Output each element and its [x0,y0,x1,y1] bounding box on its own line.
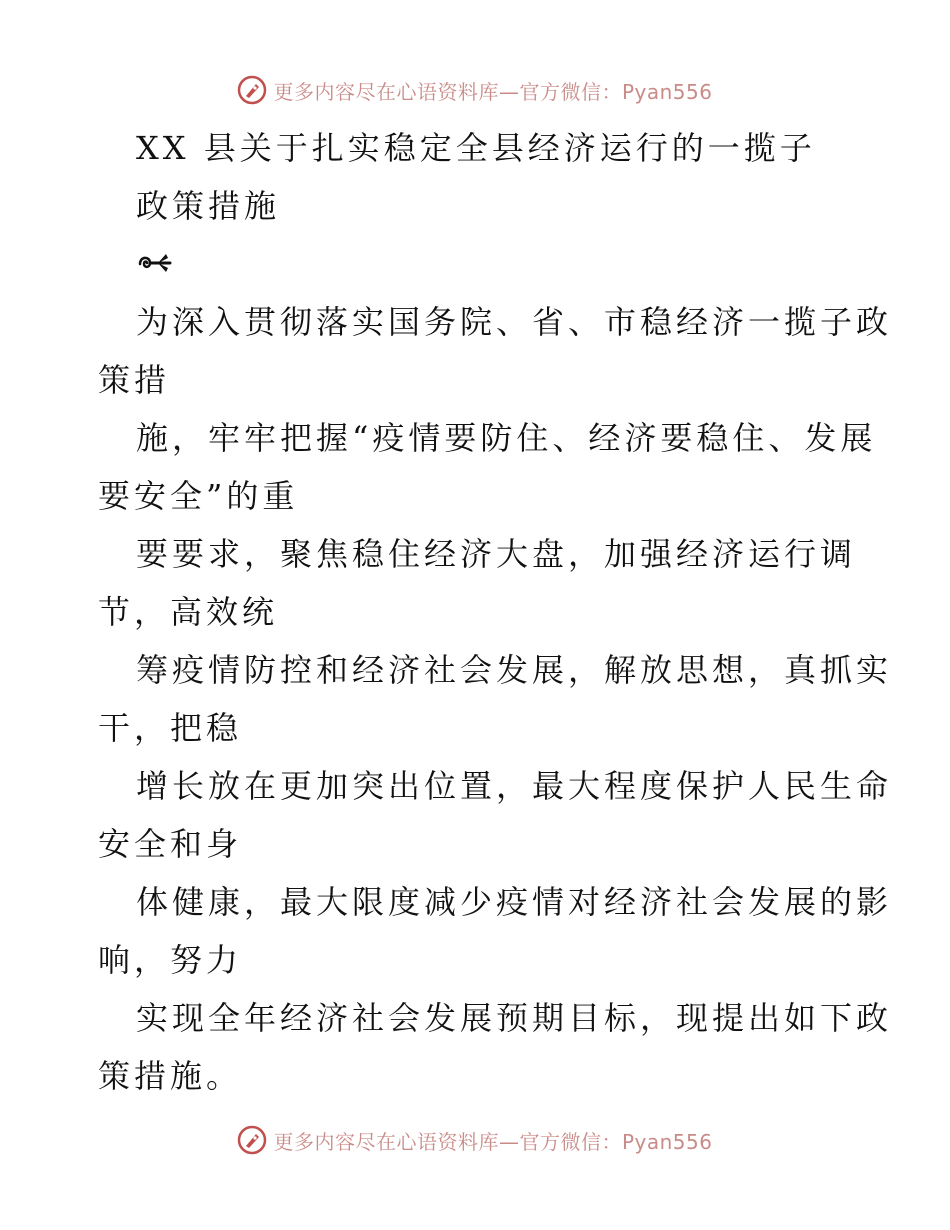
document-title-line-2: 政策措施 [136,187,281,225]
body-line: 施，牢牢把握“疫情要防住、经济要稳住、发展 [136,419,877,457]
pen-nib-circle-icon [237,1125,267,1155]
body-line: 实现全年经济社会发展预期目标，现提出如下政 [136,999,893,1037]
body-line: 策措 [98,361,171,399]
header-banner [0,70,950,110]
body-line: 为深入贯彻落实国务院、省、市稳经济一揽子政 [136,303,893,341]
fleuron-ornament-icon [136,250,174,276]
pen-nib-circle-icon [237,75,267,105]
body-line: 增长放在更加突出位置，最大程度保护人民生命 [136,767,893,805]
body-line: 干，把稳 [98,709,243,747]
body-line: 筹疫情防控和经济社会发展，解放思想，真抓实 [136,651,893,689]
body-line: 要安全”的重 [98,477,299,515]
document-title-line-1: XX 县关于扎实稳定全县经济运行的一揽子 [136,129,816,167]
body-line: 策措施。 [98,1057,243,1095]
footer-banner-text: 更多内容尽在心语资料库—官方微信：Pyan556 [273,1129,713,1154]
body-line: 安全和身 [98,825,243,863]
body-line: 响，努力 [98,941,243,979]
body-line: 节，高效统 [98,593,279,631]
footer-banner [0,1120,950,1160]
body-line: 体健康，最大限度减少疫情对经济社会发展的影 [136,883,893,921]
header-banner-text: 更多内容尽在心语资料库—官方微信：Pyan556 [273,79,713,104]
body-line: 要要求，聚焦稳住经济大盘，加强经济运行调 [136,535,857,573]
